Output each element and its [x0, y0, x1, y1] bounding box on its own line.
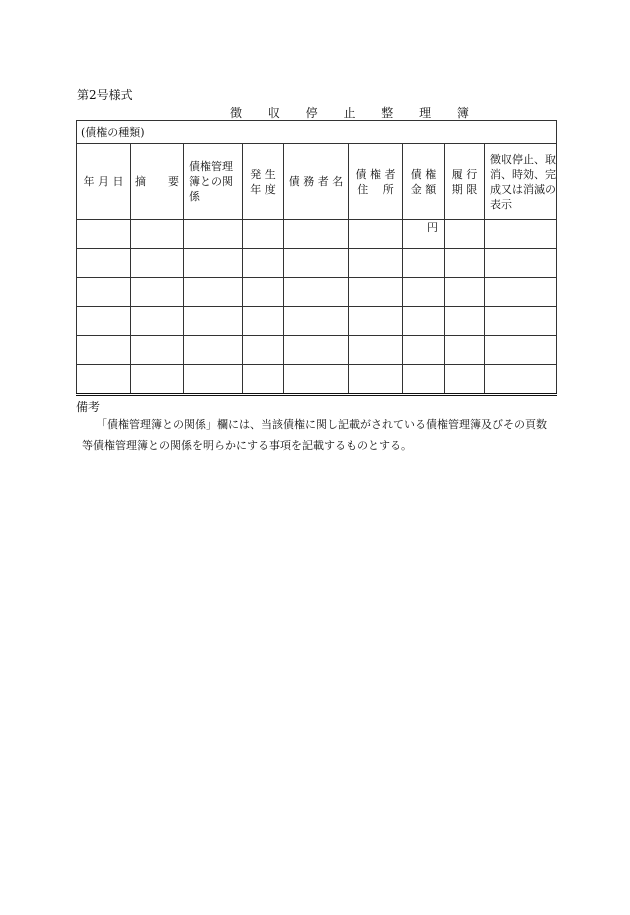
table-row [77, 336, 557, 365]
header-amount-line2: 金 額 [410, 182, 437, 196]
table-cell [403, 278, 445, 307]
table-cell [485, 220, 557, 249]
table-cell [445, 249, 485, 278]
table-cell [403, 365, 445, 395]
header-year-line1: 発 生 [250, 167, 276, 181]
table-cell [243, 307, 284, 336]
table-cell [485, 307, 557, 336]
table-cell [284, 220, 349, 249]
table-cell [349, 278, 403, 307]
table-cell [131, 220, 184, 249]
table-cell [131, 365, 184, 395]
table-cell [445, 336, 485, 365]
table-cell [349, 220, 403, 249]
header-address [349, 144, 403, 220]
table-row [77, 307, 557, 336]
table-cell [445, 307, 485, 336]
table-cell [485, 249, 557, 278]
table-cell [445, 365, 485, 395]
currency-unit: 円 [403, 220, 445, 249]
header-amount [403, 144, 445, 220]
table-cell [131, 249, 184, 278]
table-cell [349, 365, 403, 395]
table-cell [184, 365, 243, 395]
table-cell [243, 278, 284, 307]
table-cell [349, 307, 403, 336]
header-year [243, 144, 284, 220]
table-cell [284, 336, 349, 365]
table-cell [77, 278, 131, 307]
table-cell [284, 278, 349, 307]
header-status: 徴収停止、取消、時効、完成又は消滅の表示 [485, 144, 557, 220]
table-cell [184, 278, 243, 307]
form-number: 第2号様式 [77, 88, 133, 102]
table-cell [243, 220, 284, 249]
table-cell [403, 249, 445, 278]
header-deadline [445, 144, 485, 220]
table-cell [349, 249, 403, 278]
header-date: 年 月 日 [77, 144, 131, 220]
table-cell [349, 336, 403, 365]
table-cell [445, 220, 485, 249]
table-cell [184, 307, 243, 336]
table-cell [184, 336, 243, 365]
table-cell [284, 307, 349, 336]
header-amount-line1: 債 権 [410, 167, 437, 181]
table-cell [77, 220, 131, 249]
table-row [77, 365, 557, 395]
table-row [77, 249, 557, 278]
header-address-line1: 債 権 者 [355, 167, 396, 181]
table-cell [485, 365, 557, 395]
table-cell [243, 365, 284, 395]
table-header-row [77, 144, 557, 220]
remarks-text: 「債権管理簿との関係」欄には、当該債権に関し記載がされている債権管理簿及びその頁数等債権管理簿との関係を明らかにする事項を記載するものとする。 [82, 418, 547, 452]
debt-kind-label: (債権の種類) [77, 121, 557, 144]
header-deadline-line2: 期 限 [451, 182, 478, 196]
table-cell [485, 336, 557, 365]
table-cell [77, 365, 131, 395]
header-summary: 摘 要 [131, 144, 184, 220]
table-cell [131, 307, 184, 336]
table-cell [403, 336, 445, 365]
header-debtor-name: 債 務 者 名 [284, 144, 349, 220]
table-cell [184, 249, 243, 278]
table-cell [77, 336, 131, 365]
header-ledger-relation: 債権管理簿との関係 [184, 144, 243, 220]
table-cell [445, 278, 485, 307]
table-cell [243, 249, 284, 278]
table-cell [131, 278, 184, 307]
document-title: 徴 収 停 止 整 理 簿 [230, 106, 480, 120]
table-cell [184, 220, 243, 249]
table-row [77, 278, 557, 307]
suspension-ledger-table [76, 120, 557, 396]
table-cell [131, 336, 184, 365]
table-row [77, 220, 557, 249]
table-cell [284, 365, 349, 395]
table-cell [77, 249, 131, 278]
table-cell [284, 249, 349, 278]
table-cell [485, 278, 557, 307]
header-address-line2: 住 所 [357, 182, 394, 196]
remarks-label: 備考 [76, 400, 101, 414]
table-cell [243, 336, 284, 365]
header-deadline-line1: 履 行 [451, 167, 478, 181]
table-cell [77, 307, 131, 336]
table-cell [403, 307, 445, 336]
header-year-line2: 年 度 [250, 182, 276, 196]
